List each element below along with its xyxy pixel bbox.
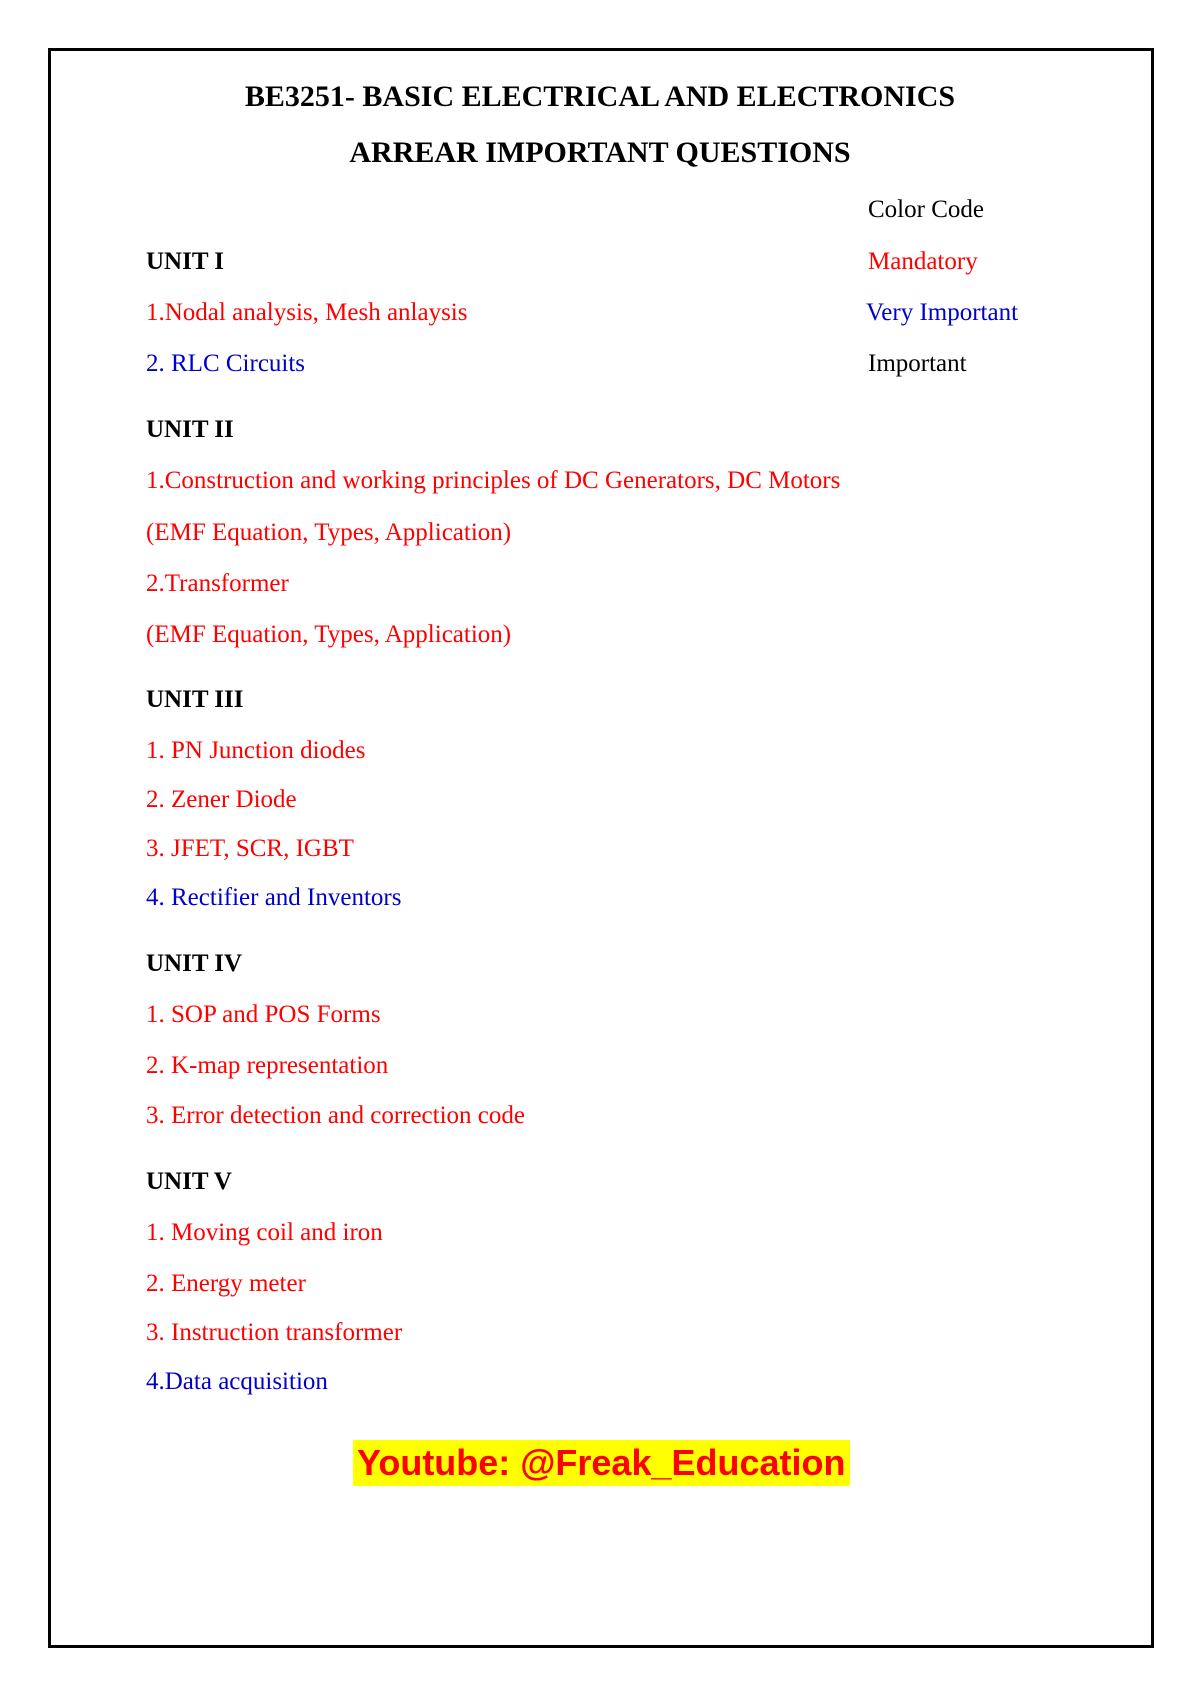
document-subtitle: ARREAR IMPORTANT QUESTIONS xyxy=(349,136,851,169)
unit-5-item-3: 3. Instruction transformer xyxy=(146,1319,403,1346)
legend-important: Important xyxy=(868,350,967,377)
unit-4-heading: UNIT IV xyxy=(146,950,243,977)
unit-4-item-1: 1. SOP and POS Forms xyxy=(146,1001,381,1028)
unit-3-item-3: 3. JFET, SCR, IGBT xyxy=(146,835,354,862)
legend-mandatory: Mandatory xyxy=(868,248,978,275)
unit-3-item-4: 4. Rectifier and Inventors xyxy=(146,884,402,911)
color-code-heading: Color Code xyxy=(868,196,984,223)
unit-3-heading: UNIT III xyxy=(146,686,244,713)
youtube-channel-banner: Youtube: @Freak_Education xyxy=(353,1440,850,1486)
unit-5-item-2: 2. Energy meter xyxy=(146,1270,306,1297)
unit-2-item-4: (EMF Equation, Types, Application) xyxy=(146,621,512,648)
unit-3-item-1: 1. PN Junction diodes xyxy=(146,737,366,764)
unit-1-item-2: 2. RLC Circuits xyxy=(146,350,306,377)
unit-3-item-2: 2. Zener Diode xyxy=(146,786,297,813)
unit-4-item-3: 3. Error detection and correction code xyxy=(146,1102,525,1129)
unit-2-item-1: 1.Construction and working principles of DC Generators, DC Motors xyxy=(146,467,841,494)
unit-5-item-4: 4.Data acquisition xyxy=(146,1368,328,1395)
legend-very-important: Very Important xyxy=(866,299,1019,326)
unit-2-item-2: (EMF Equation, Types, Application) xyxy=(146,519,512,546)
unit-2-heading: UNIT II xyxy=(146,416,234,443)
unit-5-heading: UNIT V xyxy=(146,1168,232,1195)
unit-1-heading: UNIT I xyxy=(146,248,225,275)
unit-5-item-1: 1. Moving coil and iron xyxy=(146,1219,383,1246)
unit-2-item-3: 2.Transformer xyxy=(146,570,289,597)
document-title: BE3251- BASIC ELECTRICAL AND ELECTRONICS xyxy=(244,80,956,113)
unit-1-item-1: 1.Nodal analysis, Mesh anlaysis xyxy=(146,299,468,326)
unit-4-item-2: 2. K-map representation xyxy=(146,1052,389,1079)
